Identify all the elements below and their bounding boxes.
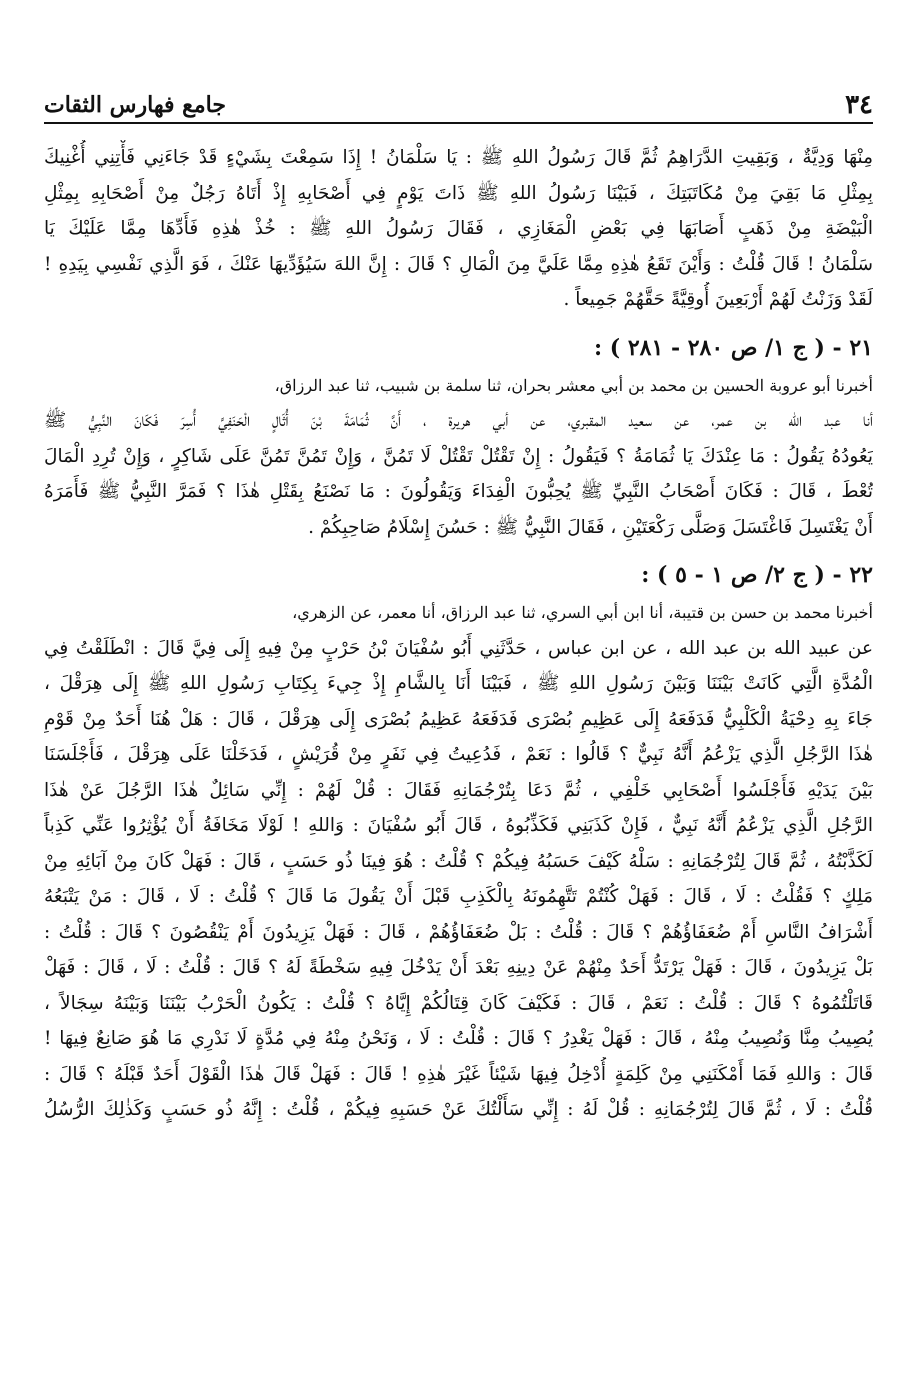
isnad-line: أخبرنا محمد بن حسن بن قتيبة، أنا ابن أبي السري، ثنا عبد الرزاق، أنا معمر، عن الزهري، bbox=[292, 603, 873, 622]
text-line: لَكَذَّبْتُهُ ، ثُمَّ قَالَ لِتُرْجُمَانِهِ : سَلْهُ كَيْفَ حَسَبُهُ فِيكُمْ ؟ قُلْتُ : هُوَ فِينَا ذُو حَسَبٍ ، قَالَ : فَهَلْ كَانَ مِنْ آبَائِهِ مِنْ bbox=[44, 850, 873, 872]
text-line: لَقَدْ وَزَنْتُ لَهُمْ أَرْبَعِينَ أُوقِيَّةً حَقَّهُمْ جَمِيعاً . bbox=[563, 289, 873, 310]
isnad-line: أخبرنا أبو عروبة الحسين بن محمد بن أبي معشر بحران، ثنا سلمة بن شبيب، ثنا عبد الرزاق، bbox=[274, 375, 873, 395]
text-line: عن عبيد الله بن عبد الله ، عن ابن عباس ، حَدَّثَنِي أَبُو سُفْيَانَ بْنُ حَرْبٍ مِنْ فِيهِ إِلَى فِيَّ قَالَ : انْطَلَقْتُ فِي bbox=[44, 637, 873, 659]
page-header bbox=[44, 82, 873, 124]
text-line: سَلْمَانُ ! قَالَ قُلْتُ : وَأَيْنَ تَقَعُ هٰذِهِ مِمَّا عَلَيَّ مِنَ الْمَالِ ؟ قَالَ : إِنَّ اللهَ سَيُؤَدِّيهَا عَنْكَ ، فَوَ الَّذِي نَفْسِي بِيَدِهِ ! bbox=[44, 253, 873, 275]
text-line: أنا عبد الله بن عمر، عن سعيد المقبري، عن أبي هريرة ، أَنَّ ثُمَامَةَ بْنَ أُثَالٍ الْحَنَفِيَّ أُسِرَ فَكَانَ النَّبِيُّ ﷺ bbox=[44, 410, 873, 431]
text-line: مِنْهَا وَدِيَّةٌ ، وَبَقِيتِ الدَّرَاهِمُ ثُمَّ قَالَ رَسُولُ اللهِ ﷺ : يَا سَلْمَانُ ! إِذَا سَمِعْتَ بِشَيْءٍ قَدْ جَاءَنِي فَأْتِنِي أُغْنِيكَ bbox=[44, 147, 873, 168]
text-line: الْمُدَّةِ الَّتِي كَانَتْ بَيْنَنَا وَبَيْنَ رَسُولِ اللهِ ﷺ ، فَبَيْنَا أَنَا بِالشَّامِ إِذْ جِيءَ بِكِتَابِ رَسُولِ اللهِ ﷺ إِلَى هِرَقْلَ ، bbox=[44, 673, 873, 694]
text-line: الرَّجُلِ الَّذِي يَزْعُمُ أَنَّهُ نَبِيٌّ ، فَإِنْ كَذَبَنِي فَكَذِّبُوهُ ، قَالَ أَبُو سُفْيَانَ : وَاللهِ ! لَوْلَا مَخَافَةُ أَنْ يُؤْثِرُوا عَنِّي كَذِباً bbox=[44, 815, 873, 836]
text-line: قُلْتُ : لَا ، ثُمَّ قَالَ لِتُرْجُمَانِهِ : قُلْ لَهُ : إِنِّي سَأَلْتُكَ عَنْ حَسَبِهِ فِيكُمْ ، قُلْتُ : إِنَّهُ ذُو حَسَبٍ وَكَذٰلِكَ الرُّسُلُ bbox=[44, 1099, 873, 1120]
page-body bbox=[44, 140, 873, 1354]
text-line: بَيْنَ يَدَيْهِ فَأَجْلَسُوا أَصْحَابِي خَلْفِي ، ثُمَّ دَعَا بِتُرْجُمَانِهِ فَقَالَ : قُلْ لَهُمْ : إِنِّي سَائِلٌ هٰذَا الرَّجُلَ عَنْ هٰذَا bbox=[44, 779, 873, 801]
text-line: مَلِكٍ ؟ فَقُلْتُ : لَا ، قَالَ : فَهَلْ كُنْتُمْ تَتَّهِمُونَهُ بِالْكَذِبِ قَبْلَ أَنْ يَقُولَ مَا قَالَ ؟ قُلْتُ : لَا ، قَالَ : مَنْ يَتْبَعُهُ bbox=[44, 886, 873, 907]
text-line: الْبَيْضَةِ مِنْ ذَهَبٍ أَصَابَهَا فِي بَعْضِ الْمَغَازِي ، فَقَالَ رَسُولُ اللهِ ﷺ : خُذْ هٰذِهِ فَأَدِّهَا مِمَّا عَلَيْكَ يَا bbox=[44, 218, 873, 239]
text-line: بِمِثْلِ مَا بَقِيَ مِنْ مُكَاتَبَتِكَ ، فَبَيْنَا رَسُولُ اللهِ ﷺ ذَاتَ يَوْمٍ فِي أَصْحَابِهِ إِذْ أَتَاهُ رَجُلٌ مِنْ أَصْحَابِهِ بِمِثْلِ bbox=[44, 182, 873, 204]
text-line: أَشْرَافُ النَّاسِ أَمْ ضُعَفَاؤُهُمْ ؟ قَالَ : قُلْتُ : بَلْ ضُعَفَاؤُهُمْ ، قَالَ : فَهَلْ يَزِيدُونَ أَمْ يَنْقُصُونَ ؟ قَالَ : قُلْتُ : bbox=[44, 921, 873, 943]
text-line: يَعُودُهُ يَقُولُ : مَا عِنْدَكَ يَا ثُمَامَةُ ؟ فَيَقُولُ : إِنْ تَقْتُلْ تَقْتُلْ لَا تَمُنَّ ، وَإِنْ تَمُنَّ تَمُنَّ عَلَى شَاكِرٍ ، وَإِنْ تُرِدِ الْمَالَ bbox=[44, 445, 873, 467]
text-line: تُعْطَ ، قَالَ : فَكَانَ أَصْحَابُ النَّبِيِّ ﷺ يُحِبُّونَ الْفِدَاءَ وَيَقُولُونَ : مَا نَصْنَعُ بِقَتْلِ هٰذَا ؟ فَمَرَّ النَّبِيُّ ﷺ فَأَمَرَهُ bbox=[44, 481, 873, 502]
hadith-section-22 bbox=[44, 555, 873, 1128]
section-heading: ٢٢ - ( ج ٢/ ص ١ - ٥ ) : bbox=[641, 562, 873, 588]
page-number: ٣٤ bbox=[845, 90, 873, 120]
text-line: قَاتَلْتُمُوهُ ؟ قَالَ : قُلْتُ : نَعَمْ ، قَالَ : فَكَيْفَ كَانَ قِتَالُكُمْ إِيَّاهُ ؟ قُلْتُ : يَكُونُ الْحَرْبُ بَيْنَنَا وَبَيْنَهُ سِجَالاً ، bbox=[44, 992, 873, 1014]
hadith-section-21 bbox=[44, 328, 873, 546]
text-line: بَلْ يَزِيدُونَ ، قَالَ : فَهَلْ يَرْتَدُّ أَحَدٌ مِنْهُمْ عَنْ دِينِهِ بَعْدَ أَنْ يَدْخُلَ فِيهِ سَخْطَةً لَهُ ؟ قَالَ : قُلْتُ : لَا ، قَالَ : فَهَلْ bbox=[44, 957, 873, 978]
section-heading: ٢١ - ( ج ١/ ص ٢٨٠ - ٢٨١ ) : bbox=[593, 334, 873, 361]
text-line: أَنْ يَغْتَسِلَ فَاغْتَسَلَ وَصَلَّى رَكْعَتَيْنِ ، فَقَالَ النَّبِيُّ ﷺ : حَسُنَ إِسْلَامُ صَاحِبِكُمْ . bbox=[308, 516, 873, 538]
running-title: جامع فهارس الثقات bbox=[44, 92, 226, 118]
intro-paragraph bbox=[44, 140, 873, 318]
text-line: يُصِيبُ مِنَّا وَنُصِيبُ مِنْهُ ، قَالَ : فَهَلْ يَغْدِرُ ؟ قَالَ : قُلْتُ : لَا ، وَنَحْنُ مِنْهُ فِي مُدَّةٍ لَا نَدْرِي مَا هُوَ صَانِعٌ فِيهَا ! bbox=[44, 1028, 873, 1049]
text-line: جَاءَ بِهِ دِحْيَةُ الْكَلْبِيُّ فَدَفَعَهُ إِلَى عَظِيمِ بُصْرَى فَدَفَعَهُ عَظِيمُ بُصْرَى إِلَى هِرَقْلَ ، قَالَ : هَلْ هُنَا أَحَدٌ مِنْ قَوْمِ bbox=[44, 708, 873, 730]
text-line: هٰذَا الرَّجُلِ الَّذِي يَزْعُمُ أَنَّهُ نَبِيٌّ ؟ قَالُوا : نَعَمْ ، فَدُعِيتُ فِي نَفَرٍ مِنْ قُرَيْشٍ ، فَدَخَلْنَا عَلَى هِرَقْلَ ، فَأَجْلَسَنَا bbox=[44, 744, 873, 765]
text-line: قَالَ : وَاللهِ فَمَا أَمْكَنَنِي مِنْ كَلِمَةٍ أُدْخِلُ فِيهَا شَيْئاً غَيْرَ هٰذِهِ ! قَالَ : فَهَلْ قَالَ هٰذَا الْقَوْلَ أَحَدٌ قَبْلَهُ ؟ قَالَ : bbox=[44, 1063, 873, 1085]
